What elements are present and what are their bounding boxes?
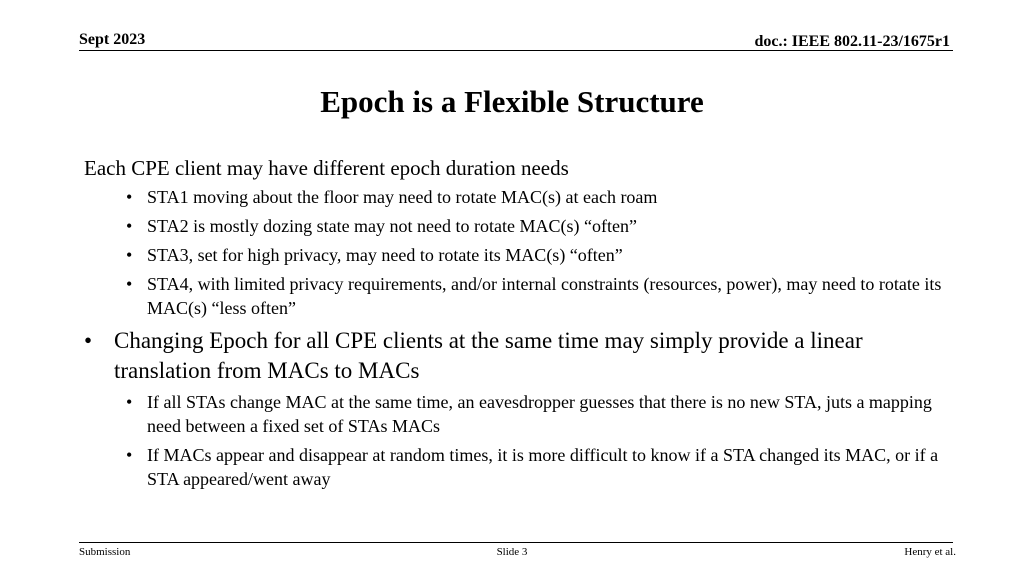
footer-slide-number: Slide 3: [496, 546, 528, 558]
slide-body: [84, 154, 944, 496]
intro-text: Each CPE client may have different epoch duration needs: [84, 156, 569, 180]
list-item: [84, 185, 944, 209]
list-item-text: If MACs appear and disappear at random times, it is more difficult to know if a STA changed its MAC, or if a STA appeared/went away: [147, 445, 939, 489]
list-item: [84, 443, 944, 491]
list-item: [84, 390, 944, 438]
list-item-text: STA2 is mostly dozing state may not need to rotate MAC(s) “often”: [147, 216, 637, 236]
list-item-text: STA3, set for high privacy, may need to rotate its MAC(s) “often”: [147, 245, 623, 265]
header-doc-id: doc.: IEEE 802.11-23/1675r1: [754, 33, 950, 50]
footer-divider: [79, 542, 953, 543]
list-item: [84, 272, 944, 320]
list-item-text: STA1 moving about the floor may need to rotate MAC(s) at each roam: [147, 187, 658, 207]
header-divider: [79, 50, 953, 51]
list-item: [84, 243, 944, 267]
bullet-icon: •: [126, 392, 133, 412]
bullet-icon: •: [84, 328, 93, 353]
changing-epoch-item: [84, 326, 944, 386]
bullet-icon: •: [126, 187, 133, 207]
bullet-icon: •: [126, 216, 133, 236]
bullet-icon: •: [126, 274, 133, 294]
header-date: Sept 2023: [79, 31, 146, 48]
footer-author: Henry et al.: [904, 546, 956, 558]
footer-submission: Submission: [79, 546, 131, 558]
bullet-icon: •: [126, 245, 133, 265]
changing-epoch-text: Changing Epoch for all CPE clients at the same time may simply provide a linear translation from MACs to MACs: [114, 328, 863, 383]
list-item: [84, 214, 944, 238]
bullet-icon: •: [126, 445, 133, 465]
list-item-text: STA4, with limited privacy requirements, and/or internal constraints (resources, power), may need to rotate its MAC(s) “less often”: [147, 274, 942, 318]
slide-title: Epoch is a Flexible Structure: [320, 84, 704, 119]
list-item-text: If all STAs change MAC at the same time, an eavesdropper guesses that there is no new STA, juts a mapping need between a fixed set of STAs MACs: [147, 392, 932, 436]
